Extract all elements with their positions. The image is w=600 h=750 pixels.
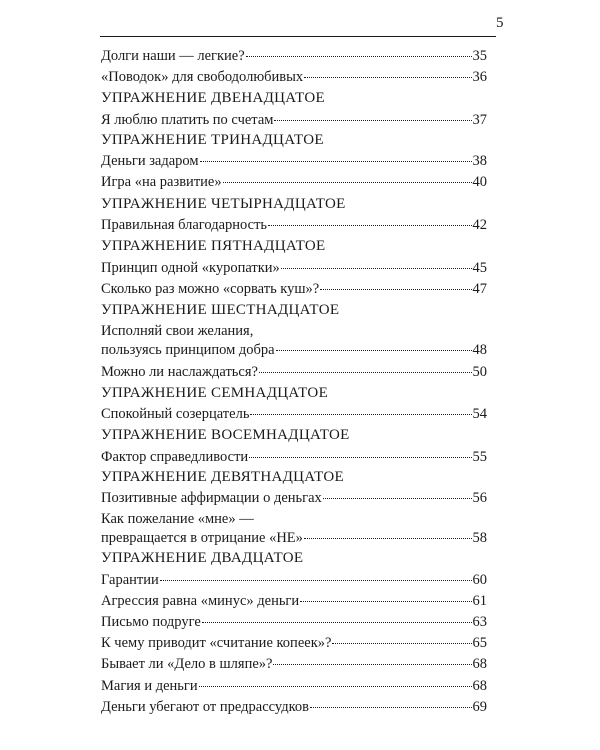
page-number: 5 xyxy=(496,15,504,31)
toc-entry-title: превращается в отрицание «НЕ» xyxy=(101,530,303,546)
toc-entry-multiline xyxy=(101,322,487,360)
dot-leader xyxy=(160,580,472,581)
toc-entry-page: 48 xyxy=(472,342,487,358)
dot-leader xyxy=(281,268,472,269)
toc-entry-page: 63 xyxy=(472,614,487,630)
toc-entry-title: Письмо подруге xyxy=(101,614,201,630)
toc-entry xyxy=(101,259,487,278)
toc-entry xyxy=(101,47,487,66)
toc-entry-page: 55 xyxy=(472,449,487,465)
toc-entry-title: Игра «на развитие» xyxy=(101,174,222,190)
toc-entry-page: 37 xyxy=(472,112,487,128)
toc-entry-title: Долги наши — легкие? xyxy=(101,48,245,64)
dot-leader xyxy=(200,161,472,162)
toc-section-heading: УПРАЖНЕНИЕ ВОСЕМНАДЦАТОЕ xyxy=(101,427,350,443)
toc-entry-title: Можно ли наслаждаться? xyxy=(101,364,258,380)
toc-entry-title: Гарантии xyxy=(101,572,159,588)
toc-section-heading: УПРАЖНЕНИЕ ТРИНАДЦАТОЕ xyxy=(101,132,324,148)
toc-section-heading: УПРАЖНЕНИЕ ШЕСТНАДЦАТОЕ xyxy=(101,302,340,318)
dot-leader xyxy=(300,601,471,602)
toc-entry xyxy=(101,655,487,674)
toc-entry-page: 36 xyxy=(472,69,487,85)
toc-entry-page: 60 xyxy=(472,572,487,588)
toc-entry-title: Сколько раз можно «сорвать куш»? xyxy=(101,281,320,297)
toc-entry-page: 38 xyxy=(472,153,487,169)
toc-entry-title: Правильная благодарность xyxy=(101,217,268,233)
toc-entry-page: 54 xyxy=(472,406,487,422)
dot-leader xyxy=(223,182,472,183)
toc-entry-page: 65 xyxy=(472,635,487,651)
dot-leader xyxy=(249,457,471,458)
toc-entry-title: Я люблю платить по счетам xyxy=(101,112,274,128)
toc-entry xyxy=(101,677,487,696)
toc-entry-page: 68 xyxy=(472,678,487,694)
toc-entry xyxy=(101,634,487,653)
toc-entry-page: 69 xyxy=(472,699,487,715)
dot-leader xyxy=(246,56,472,57)
toc-section-heading: УПРАЖНЕНИЕ ПЯТНАДЦАТОЕ xyxy=(101,238,326,254)
toc-entry-title: Принцип одной «куропатки» xyxy=(101,260,280,276)
toc-entry-title: пользуясь принципом добра xyxy=(101,342,275,358)
toc-entry-title: Фактор справедливости xyxy=(101,449,249,465)
toc-entry xyxy=(101,111,487,130)
toc-entry xyxy=(101,489,487,508)
toc-entry-title: Позитивные аффирмации о деньгах xyxy=(101,490,322,506)
toc-entry xyxy=(101,216,487,235)
toc-entry-multiline xyxy=(101,510,487,548)
toc-entry-title: «Поводок» для свободолюбивых xyxy=(101,69,304,85)
dot-leader xyxy=(276,350,472,351)
toc-entry xyxy=(101,68,487,87)
toc-entry-title-line1: Как пожелание «мне» — xyxy=(101,511,254,527)
toc-entry-page: 40 xyxy=(472,174,487,190)
toc-section-heading: УПРАЖНЕНИЕ ДВЕНАДЦАТОЕ xyxy=(101,90,325,106)
dot-leader xyxy=(202,622,472,623)
dot-leader xyxy=(250,414,471,415)
toc-entry xyxy=(101,592,487,611)
toc-entry xyxy=(101,448,487,467)
dot-leader xyxy=(323,498,472,499)
dot-leader xyxy=(310,707,471,708)
toc-entry-page: 45 xyxy=(472,260,487,276)
toc-entry-title: К чему приводит «считание копеек»? xyxy=(101,635,332,651)
toc-entry xyxy=(101,405,487,424)
dot-leader xyxy=(304,77,471,78)
toc-entry xyxy=(101,280,487,299)
toc-entry-page: 68 xyxy=(472,656,487,672)
dot-leader xyxy=(273,664,471,665)
toc-entry xyxy=(101,613,487,632)
toc-entry-title: Спокойный созерцатель xyxy=(101,406,250,422)
dot-leader xyxy=(304,538,472,539)
dot-leader xyxy=(199,686,472,687)
toc-entry-page: 42 xyxy=(472,217,487,233)
toc-entry-page: 58 xyxy=(472,530,487,546)
toc-entry xyxy=(101,363,487,382)
toc-entry-page: 50 xyxy=(472,364,487,380)
toc-entry xyxy=(101,698,487,717)
toc-entry-title: Деньги задаром xyxy=(101,153,199,169)
toc-entry-page: 35 xyxy=(472,48,487,64)
toc-section-heading: УПРАЖНЕНИЕ ДЕВЯТНАДЦАТОЕ xyxy=(101,469,344,485)
toc-section-heading: УПРАЖНЕНИЕ СЕМНАДЦАТОЕ xyxy=(101,385,329,401)
dot-leader xyxy=(320,289,471,290)
dot-leader xyxy=(259,372,472,373)
toc-entry-page: 47 xyxy=(472,281,487,297)
dot-leader xyxy=(332,643,471,644)
dot-leader xyxy=(268,225,471,226)
toc-entry xyxy=(101,571,487,590)
toc-entry-page: 56 xyxy=(472,490,487,506)
dot-leader xyxy=(274,120,471,121)
toc-entry-page: 61 xyxy=(472,593,487,609)
toc-section-heading: УПРАЖНЕНИЕ ДВАДЦАТОЕ xyxy=(101,550,304,566)
toc-entry-title: Агрессия равна «минус» деньги xyxy=(101,593,300,609)
toc-entry-title: Магия и деньги xyxy=(101,678,198,694)
toc-entry-title-line1: Исполняй свои желания, xyxy=(101,323,254,339)
toc-entry xyxy=(101,152,487,171)
toc-entry-title: Бывает ли «Дело в шляпе»? xyxy=(101,656,273,672)
toc-entry xyxy=(101,173,487,192)
toc-entry-title: Деньги убегают от предрассудков xyxy=(101,699,310,715)
toc-section-heading: УПРАЖНЕНИЕ ЧЕТЫРНАДЦАТОЕ xyxy=(101,196,346,212)
